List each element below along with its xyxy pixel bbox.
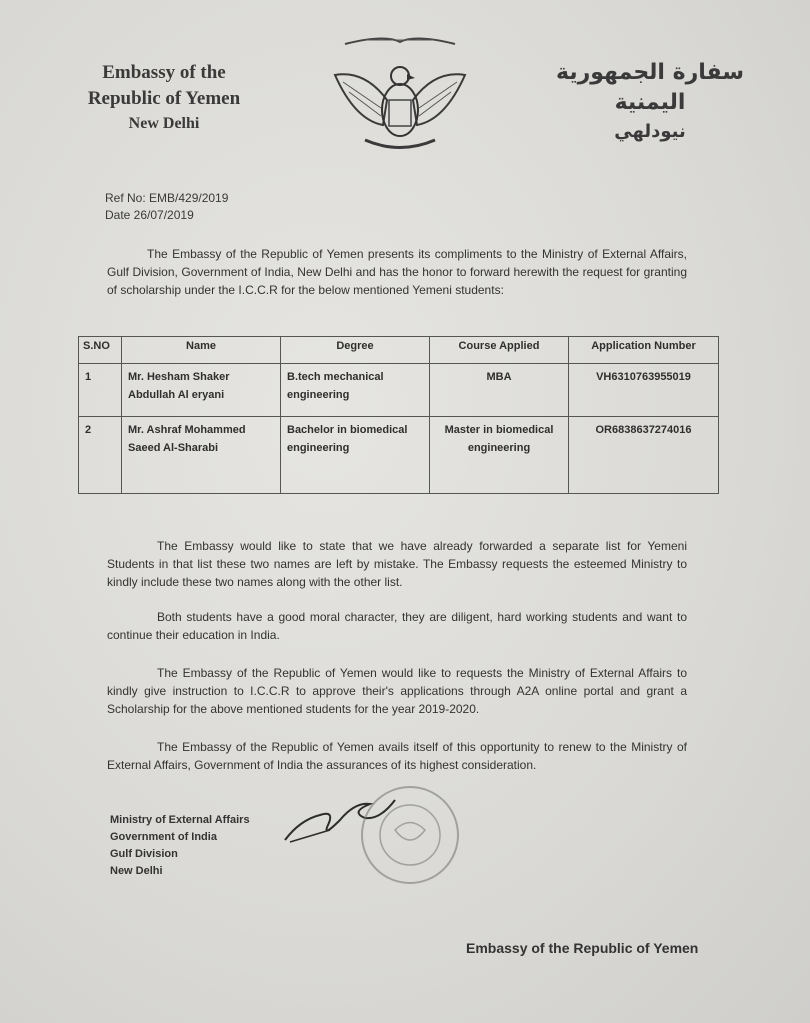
col-header-sno: S.NO bbox=[79, 337, 122, 364]
embassy-line-3: New Delhi bbox=[128, 115, 200, 132]
embassy-arabic-line-2: نيودلهي bbox=[614, 121, 686, 142]
embassy-name-english bbox=[64, 60, 264, 136]
cell-sno: 1 bbox=[79, 364, 122, 417]
yemen-eagle-emblem-icon bbox=[325, 30, 475, 160]
embassy-line-2: Republic of Yemen bbox=[87, 88, 241, 109]
reference-block bbox=[105, 190, 228, 224]
cell-application-number: VH6310763955019 bbox=[569, 364, 719, 417]
paragraph-courtesy: The Embassy of the Republic of Yemen avails itself of this opportunity to renew to the Ministry of External Affairs, Government of India the assurances of its highest consideration. bbox=[107, 740, 687, 772]
cell-application-number: OR6838637274016 bbox=[569, 417, 719, 494]
table-row bbox=[79, 417, 719, 494]
cell-sno: 2 bbox=[79, 417, 122, 494]
reference-number: Ref No: EMB/429/2019 bbox=[105, 191, 229, 205]
address-line: Government of India bbox=[110, 831, 217, 843]
col-header-degree: Degree bbox=[281, 337, 430, 364]
paragraph-intro: The Embassy of the Republic of Yemen presents its compliments to the Ministry of External Affairs, Gulf Division, Government of India, New Delhi and has the honor to forward herewith the request for granting of scholarship under the I.C.C.R for the below mentioned Yemeni students: bbox=[107, 247, 687, 297]
embassy-name-arabic bbox=[540, 58, 760, 146]
col-header-application-number: Application Number bbox=[569, 337, 719, 364]
embassy-arabic-line-1: سفارة الجمهورية اليمنية bbox=[555, 60, 745, 115]
table-header-row bbox=[79, 337, 719, 364]
recipient-address bbox=[110, 812, 250, 880]
address-line: Ministry of External Affairs bbox=[110, 814, 250, 826]
cell-name: Mr. Ashraf Mohammed Saeed Al-Sharabi bbox=[122, 417, 281, 494]
letter-date: Date 26/07/2019 bbox=[105, 208, 194, 222]
paragraph-separate-list: The Embassy would like to state that we have already forwarded a separate list for Yemeni Students in that list these two names are left by mistake. The Embassy requests the esteemed Ministry to kindly include these two names along with the other list. bbox=[107, 539, 687, 589]
official-stamp-seal bbox=[350, 780, 470, 890]
table-row bbox=[79, 364, 719, 417]
embassy-line-1: Embassy of the bbox=[102, 62, 226, 83]
cell-course: MBA bbox=[430, 364, 569, 417]
students-table bbox=[78, 336, 719, 494]
address-line: New Delhi bbox=[110, 865, 163, 877]
cell-course: Master in biomedical engineering bbox=[430, 417, 569, 494]
cell-degree: B.tech mechanical engineering bbox=[281, 364, 430, 417]
paragraph-request: The Embassy of the Republic of Yemen would like to requests the Ministry of External Affairs to kindly give instruction to I.C.C.R to approve their's applications through A2A online portal and grant a Scholarship for the above mentioned students for the year 2019-2020. bbox=[107, 666, 687, 716]
closing-signature-line: Embassy of the Republic of Yemen bbox=[466, 940, 699, 956]
cell-name: Mr. Hesham Shaker Abdullah Al eryani bbox=[122, 364, 281, 417]
col-header-course: Course Applied bbox=[430, 337, 569, 364]
paragraph-character: Both students have a good moral character, they are diligent, hard working students and want to continue their education in India. bbox=[107, 610, 687, 642]
address-line: Gulf Division bbox=[110, 848, 178, 860]
col-header-name: Name bbox=[122, 337, 281, 364]
cell-degree: Bachelor in biomedical engineering bbox=[281, 417, 430, 494]
